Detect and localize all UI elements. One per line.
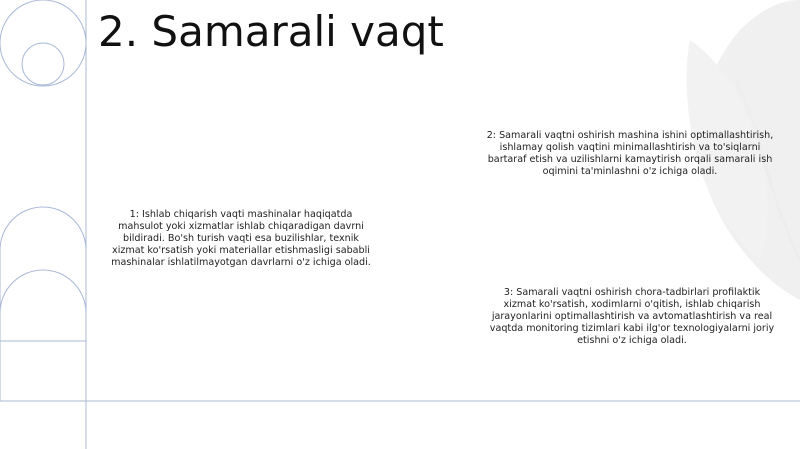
arch-lower	[0, 270, 86, 313]
slide-title: 2. Samarali vaqt	[98, 7, 444, 56]
arch-upper	[0, 207, 86, 250]
paragraph-1: 1: Ishlab chiqarish vaqti mashinalar haqiqatda mahsulot yoki xizmatlar ishlab chiqaradigan davrni bildiradi. Bo'sh turish vaqti esa buzilishlar, texnik xizmat ko'rsatish yoki materiallar etishmasligi sababli mashinalar ishlatilmayotgan davrlarni o'z ichiga oladi.	[111, 209, 371, 268]
paragraph-3: 3: Samarali vaqtni oshirish chora-tadbirlari profilaktik xizmat ko'rsatish, xodimlarni o'qitish, ishlab chiqarish jarayonlarini optimallashtirish va avtomatlashtirish va real vaqtda monitoring tizimlari kabi ilg'or texnologiyalarni joriy etishni o'z ichiga oladi.	[489, 287, 775, 346]
inner-circle	[22, 43, 64, 85]
paragraph-2: 2: Samarali vaqtni oshirish mashina ishini optimallashtirish, ishlamay qolish vaqtini minimallashtirish va to'siqlarni bartaraf etish va uzilishlarni kamaytirish orqali samarali ish oqimini ta'minlashni o'z ichiga oladi.	[486, 130, 774, 177]
